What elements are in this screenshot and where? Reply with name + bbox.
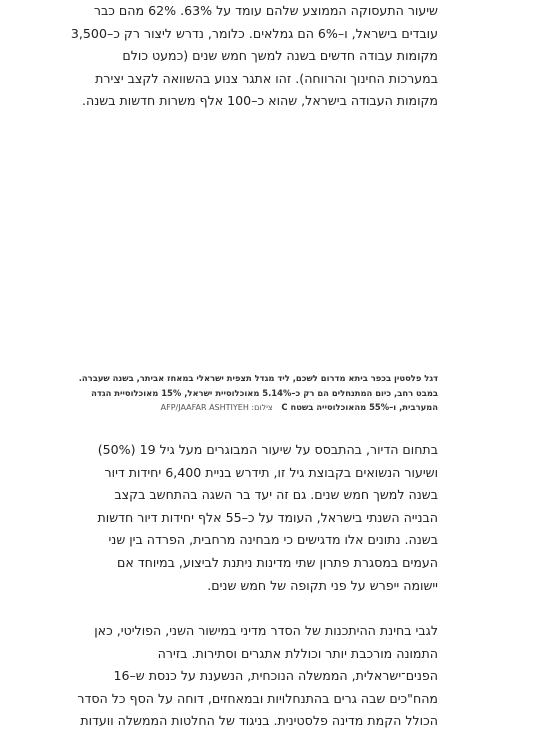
text-line: לגבי בחינת ההיתכנות של הסדר מדיני במישור השני, הפוליטי, כאן (94, 623, 438, 638)
article-paragraph-political (77, 620, 438, 733)
text-line: הכולל הקמת מדינה פלסטינית. בניגוד של החלטות הממשלה וועדות (80, 713, 438, 729)
article-photo (88, 120, 438, 360)
text-line: הפנים־ישראלית, הממשלה הנוכחית, הנשענת על כנסת ש–16 (113, 668, 438, 684)
text-line: שיעור התעסוקה הממוצע שלהם עומד על 63%. 62% מהם כבר (93, 3, 438, 18)
photo-credit: צילום: AFP/JAAFAR ASHTIYEH (160, 403, 273, 413)
text-line: במערכות החינוך והרווחה). זהו אתגר צנוע בהשוואה לקצב יצירת (95, 70, 438, 86)
text-line: בשנה. נתונים אלו מדגישים כי מבחינה מרחבית, הפרדה בין שני (108, 532, 438, 548)
caption-line: דגל פלסטין בכפר ביתא מדרום לשכם, ליד מגדל תצפית ישראלי במאחז אביתר, בשנה שעברה. (78, 373, 438, 383)
text-line: הבנייה השנתי בישראל, העומד על כ–55 אלף יחידות דיור חדשות (97, 509, 438, 525)
article-paragraph-housing (88, 439, 438, 597)
text-line: מקומות העבודה בישראל, שהוא כ–100 אלף משרות חדשות בשנה. (82, 93, 438, 109)
text-line: בתחום הדיור, בהתבסס על שיעור המבוגרים מעל גיל 19 (50%) (97, 442, 438, 457)
caption-line (88, 400, 438, 416)
caption-text: המערבית, ו–55% מהאוכלוסייה בשטח C (281, 402, 438, 413)
text-line: בשנה למשך חמש שנים. גם זה יעד בר השגה בהתחשב בקצב (114, 487, 438, 503)
article-paragraph-employment (70, 0, 438, 113)
text-line: עובדים בישראל, ו–6% הם גמלאים. כלומר, נדרש ליצור רק כ–3,500 (70, 25, 438, 41)
text-line: מהח"כים שבה גרים בהתנחלויות ובמאחזים, דוחה על הסף כל הסדר (77, 690, 438, 706)
caption-line: במבט רחב, כיום המתנחלים הם רק כ–5.14% מאוכלוסיית ישראל, 15% מאוכלוסיית הגדה (91, 387, 438, 398)
photo-caption (78, 371, 438, 416)
text-line: התמונה מורכבת יותר וכוללת אתגרים וסתירות. בזירה (157, 645, 438, 661)
text-line: העמים במסגרת פתרון שתי מדינות ניתנת לביצוע, במיוחד אם (116, 554, 438, 570)
text-line: ושיעור הנשואים בקבוצת גיל זו, תידרש בניית 6,400 יחידות דיור (104, 464, 438, 480)
text-line: יישומה ייפרש על פני תקופה של חמש שנים. (207, 577, 438, 593)
text-line: מקומות עבודה חדשים בשנה למשך חמש שנים (כמעט כולם (122, 48, 438, 64)
